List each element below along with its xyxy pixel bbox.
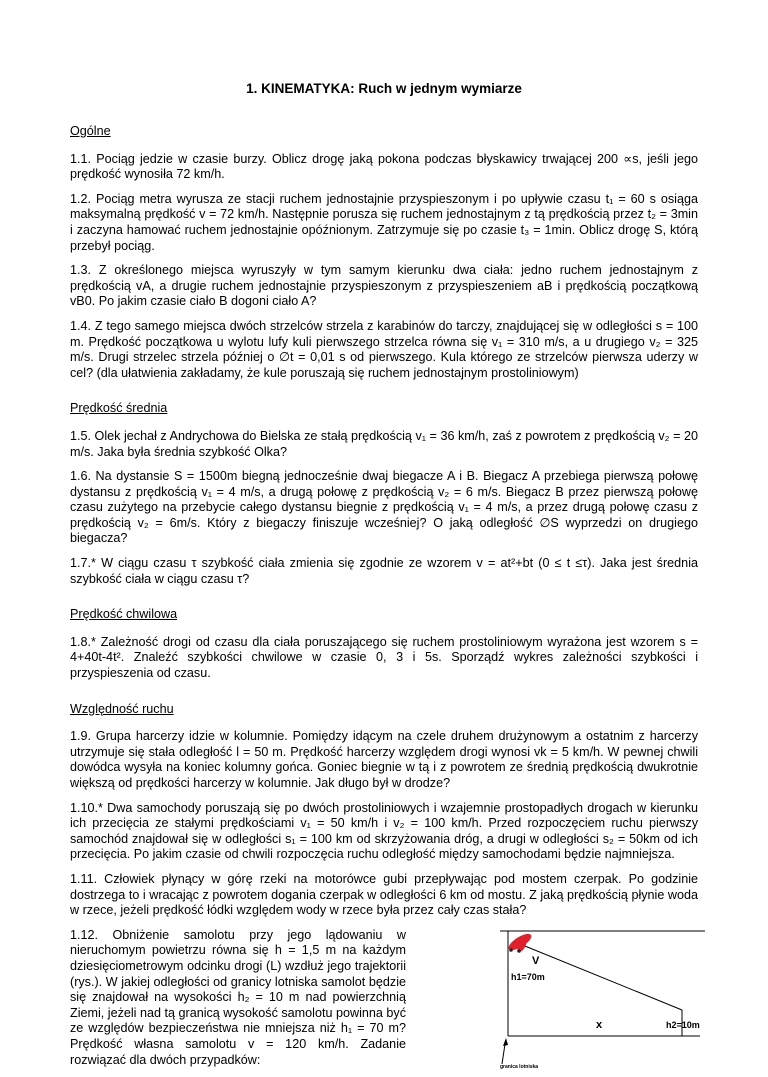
diagram-label-v: V	[532, 954, 540, 967]
problem-1-3: 1.3. Z określonego miejsca wyruszyły w tym samym kierunku dwa ciała: jedno ruchem jednostajnym z prędkością vA, a drugie ruchem jednostajnie przyspieszonym z przyspieszeniem aB i prędkością początkową vB0. Po jakim czasie ciało B dogoni ciało A?	[70, 263, 698, 309]
airplane-icon	[506, 931, 533, 953]
diagram-label-h1: h1=70m	[511, 971, 545, 982]
problem-1-12-block	[70, 928, 698, 1068]
diagram-label-border: granica lotniska	[500, 1063, 539, 1069]
problem-1-8: 1.8.* Zależność drogi od czasu dla ciała poruszającego się ruchem prostoliniowym wyrażona jest wzorem s = 4+40t-4t². Znaleźć szybkości chwilowe w czasie 0, 3 i 5s. Sporządź wykres zależności szybkości i przyspieszenia od czasu.	[70, 634, 698, 681]
landing-diagram	[500, 924, 705, 1069]
problem-1-10: 1.10.* Dwa samochody poruszają się po dwóch prostoliniowych i wzajemnie prostopadłych drogach w kierunku ich przecięcia ze stałymi prędkościami v₁ = 50 km/h i v₂ = 100 km/h. Przed rozpoczęciem ruchu pierwszy samochód znajdował się w odległości s₁ = 100 km od skrzyżowania dróg, a drugi w odległości s₂ = 50km od ich przecięcia. Po jakim czasie od chwili rozpoczęcia ruchu odległość między samochodami będzie najmniejsza.	[70, 800, 698, 862]
diagram-label-h2: h2=10m	[666, 1019, 700, 1030]
problem-list	[70, 124, 698, 1077]
problem-1-1: 1.1. Pociąg jedzie w czasie burzy. Oblicz drogę jaką pokona podczas błyskawicy trwającej 200 ∝s, jeśli jego prędkość wynosiła 72 km/h.	[70, 151, 698, 182]
section-heading-average-speed: Prędkość średnia	[70, 401, 168, 416]
problem-1-7: 1.7.* W ciągu czasu τ szybkość ciała zmienia się zgodnie ze wzorem v = at²+bt (0 ≤ t ≤τ). Jaka jest średnia szybkość ciała w ciągu czasu τ?	[70, 556, 698, 586]
diagram-border-arrow	[502, 1044, 505, 1064]
section-heading-instant-speed: Prędkość chwilowa	[70, 607, 178, 622]
problem-1-5: 1.5. Olek jechał z Andrychowa do Bielska ze stałą prędkością v₁ = 36 km/h, zaś z powrotem z prędkością v₂ = 20 m/s. Jaka była średnia szybkość Olka?	[70, 428, 698, 459]
section-heading-general: Ogólne	[70, 124, 111, 138]
problem-1-6: 1.6. Na dystansie S = 1500m biegną jednocześnie dwaj biegacze A i B. Biegacz A przebiega pierwszą połowę dystansu z prędkością v₁ = 4 m/s, a drugą połowę z prędkością v₂ = 6 m/s. Biegacz B przez pierwszą połowę czasu zużytego na przebycie całego dystansu biegnie z prędkością v₁ = 4 m/s, a przez drugą połowę czasu z prędkością v₂ = 6m/s. Który z biegaczy finiszuje wcześniej? O jaką odległość ∅S wyprzedzi on drugiego biegacza?	[70, 469, 698, 546]
diagram-label-x: x	[596, 1018, 603, 1031]
problem-1-12: 1.12. Obniżenie samolotu przy jego lądowaniu w nieruchomym powietrzu równa się h = 1,5 m na każdym dziesięciometrowym odcinku drogi (L) wzdłuż jego trajektorii (rys.). W jakiej odległości od granicy lotniska samolot będzie się znajdował na wysokości h₂ = 10 m nad powierzchnią Ziemi, jeżeli nad tą granicą wysokość samolotu powinna być ze względów bezpieczeństwa nie mniejsza niż h₁ = 70 m? Prędkość własna samolotu v = 120 km/h. Zadanie rozwiązać dla dwóch przypadków:	[70, 927, 406, 1067]
problem-1-2: 1.2. Pociąg metra wyrusza ze stacji ruchem jednostajnie przyspieszonym i po upływie czasu t₁ = 60 s osiąga maksymalną prędkość v = 72 km/h. Następnie porusza się ruchem jednostajnym z tą prędkością przez t₂ = 3min i zaczyna hamować ruchem jednostajnie opóźnionym. Zatrzymuje się po czasie t₃ = 1min. Oblicz drogę S, którą przebył pociąg.	[70, 191, 698, 253]
problem-1-4: 1.4. Z tego samego miejsca dwóch strzelców strzela z karabinów do tarczy, znajdującej się w odległości s = 100 m. Prędkość początkowa u wylotu lufy kuli pierwszego strzelca równa się v₁ = 310 m/s, a u drugiego v₂ = 325 m/s. Drugi strzelec strzela później o ∅t = 0,01 s od pierwszego. Kula którego ze strzelców pierwsza uderzy w cel? (dla ułatwienia zakładamy, że kule poruszają się ruchem jednostajnym prostoliniowym)	[70, 318, 698, 380]
problem-1-9: 1.9. Grupa harcerzy idzie w kolumnie. Pomiędzy idącym na czele druhem drużynowym a ostatnim z harcerzy utrzymuje się stała odległość l = 50 m. Prędkość harcerzy względem drogi wynosi vk = 5 km/h. W pewnej chwili dowódca wysyła na koniec kolumny gońca. Goniec biegnie w tą i z powrotem ze średnią prędkością dwukrotnie większą od prędkości harcerzy w kolumnie. Jak długo był w drodze?	[70, 729, 698, 790]
section-heading-relative-motion: Względność ruchu	[70, 701, 174, 716]
problem-1-11: 1.11. Człowiek płynący w górę rzeki na motorówce gubi przepływając pod mostem czerpak. Po godzinie dostrzega to i wracając z powrotem dogania czerpak w odległości 6 km od mostu. Z jaką prędkością płynie woda w rzece, jeżeli prędkość łódki względem wody w rzece była przez cały czas stała?	[70, 871, 698, 918]
chapter-title: 1. KINEMATYKA: Ruch w jednym wymiarze	[246, 81, 522, 96]
arrowhead-icon	[503, 1038, 508, 1046]
